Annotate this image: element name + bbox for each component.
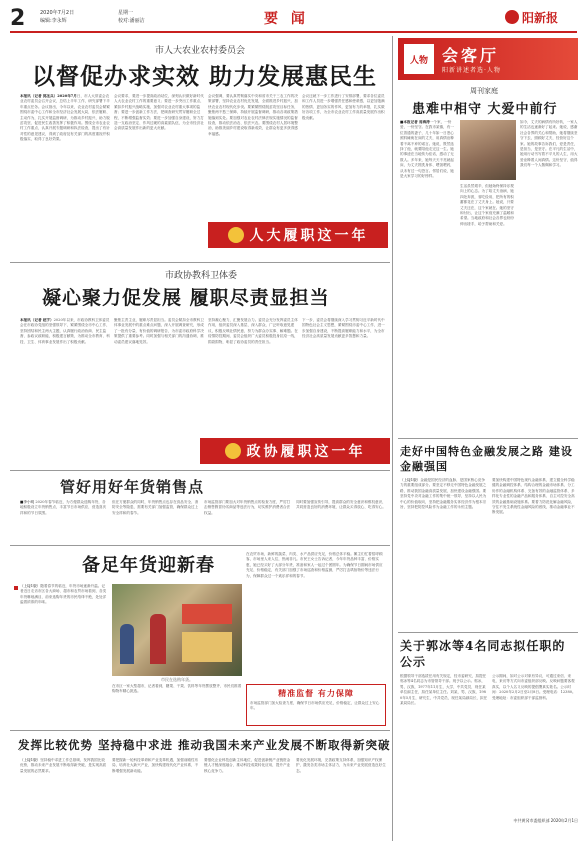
article2-body-col4: 下一步，委员会将继续深入学习贯彻习近平新时代中国特色社会主义思想，紧紧围绕市委中心工作，进一步加强自身建设，不断提高履职能力和水平，为全市经济社会高质量发展贡献更多智慧和力量。 [302, 318, 385, 339]
proofreader: 校对:潘丽洁 [118, 18, 145, 24]
section-title: 要 闻 [264, 11, 309, 27]
article4-body-col3: 在农贸市场，新鲜的蔬菜、肉类、水产品供应充足，价格总体平稳。摊主们忙着招呼顾客，市场里人来人往，热闹非凡。市民王女士告诉记者，今年年货品种丰富、价格实惠，她已经买好了大部分年货，准备和家人一起过个团圆年。为确保节日期间市场供应充足、价格稳定，有关部门加强了市场巡查和价格监测，严厉打击哄抬物价等违法行为，保障群众过一个欢乐祥和的春节。 [246, 552, 383, 578]
article5-body-col3: 要强化企业科技创新主体地位，促进创新链产业链资金链人才链深度融合，推动科技成果转化应用，提升产业核心竞争力。 [204, 758, 291, 773]
notice-body-col2: 公示期间，如对公示对象有异议，可通过来信、来电、来访等方式向市委组织部反映。反映问题要客观真实，以个人名义反映的提倡署真实姓名。公示时间：2020年2月2日至2月8日。受理电话：12380。受理地址：市委组织部干部监督科。 [492, 674, 576, 700]
article2-kicker: 市政协教科卫体委 [165, 271, 238, 281]
article3-body-col1: ■李小明 2020年春节临近，为方便群众选购年货，各地积极设立年货销售点，丰富节日市场供应，营造喜庆祥和的节日氛围。 [20, 500, 107, 515]
banner-npc-text: 人大履职这一年 [249, 228, 369, 244]
header-rule [10, 31, 577, 33]
family-body-col3: 如今，丈夫的病情有所好转，一家人的生活也逐渐好了起来。她说，感谢社会各界的关心和帮助，她将继续坚守下去，照顾好丈夫，经营好这个家。她的故事告诉我们，爱是责任，是担当，是坚守。在平凡的生活中，她用行动书写着不平凡的人生，用大爱诠释着人间真情。这份坚守，值得我们每一个人敬佩和学习。 [520, 120, 578, 168]
photo-caption: 市民在选购年货。 [161, 677, 193, 682]
article2-body-col1: 本报讯（记者 赵宇）2020年以来，市政协教科卫体委员会在市政协党组的坚强领导下，紧紧围绕全市中心工作，坚持团结和民主两大主题，认真履行政治协商、民主监督、参政议政职能，积极建言献策，为推动全市教育、科技、卫生、体育事业发展作出了积极贡献。 [20, 318, 110, 344]
logo-text: 阳新报 [522, 10, 559, 25]
divider [10, 545, 390, 546]
banner-cppcc [200, 438, 390, 464]
finance-headline: 走好中国特色金融发展之路 建设金融强国 [400, 445, 573, 473]
article-body-col2: 会议要求，要进一步提高政治站位，深刻认识做好新时代人大农业农村工作的重要意义；要进一步突出工作重点，紧扣乡村振兴战略实施，加强对农业农村重大事项的监督；要进一步创新工作方法，把调查研究贯穿履职全过程，不断增强监督实效；要进一步加强自身建设，努力打造一支政治坚定、作风过硬的高素质队伍，为全市经济社会高质量发展作出新的更大贡献。 [114, 94, 204, 131]
family-body-col1: ■本报记者 周海涛一个家，一份爱，一份坚守。在我市某镇，有一位普通的妻子，几十年如一日悉心照料瘫痪在床的丈夫，用真情诠释着不离不弃的诺言。她说，既然选择了他，就要陪他走完这一生。她的事迹在当地传为佳话，感动了无数人。多年来，她每天天不亮就起床，为丈夫擦洗身体、喂饭喂药，从未有过一句怨言。邻居们说，她是大家学习的好榜样。 [400, 120, 454, 179]
box-label-2: 有力保障 [317, 688, 354, 698]
page-number: 2 [10, 6, 25, 31]
column-title: 会客厅 [442, 46, 500, 65]
article3-body-col3: 市场监管部门要加大对年货销售点的检查力度，严厉打击销售假冒伪劣商品等违法行为，切实维护消费者合法权益。 [204, 500, 291, 515]
divider [10, 262, 390, 263]
notice-body-col1: 根据领导干部选拔任用有关规定，经市委研究，拟提任郭冰等4名同志为市管领导干部。现予以公示。郭冰，男，汉族，1977年11月生，大学，中共党员，现任某单位副主任，拟任某单位主任。刘某，男，汉族，1980年5月生，研究生，中共党员，现任某局副局长，拟任某局局长。 [400, 674, 488, 706]
info-box: 精准监督 有力保障 市场监管部门加大检查力度，确保节日市场供应充足，价格稳定，让群众过上安心年。 [246, 684, 386, 726]
article5-body-col2: 要把握新一轮科技革命和产业变革机遇，加强前瞻性布局，培育壮大新兴产业，加快构建现代化产业体系，不断增强发展新动能。 [112, 758, 199, 773]
goods-display [182, 604, 232, 624]
column-divider [392, 36, 393, 841]
emblem-icon [225, 443, 241, 459]
column-side-label: 人物 [404, 44, 434, 74]
person-figure [150, 614, 166, 664]
editor: 编辑:李永辉 [40, 18, 67, 24]
article-body-col1: 本报讯（记者 郭圣兵）2020年7月日，市人大常委会农业农村委员会召开会议，总结上半年工作，研究部署下半年重点任务。会议指出，今年以来，农业农村委员会紧紧围绕市委中心工作和全市经济社会发展大局，依法履职、主动作为，扎实开展监督调研，为推动乡村振兴、助力脱贫攻坚、促进民生改善发挥了积极作用。围绕全市农业农村工作重点，认真开展专题调研和执法检查，提出了有针对性的意见建议，得到了政府及有关部门的高度重视并积极落实，取得了良好效果。 [20, 94, 110, 142]
bullet-icon [14, 586, 18, 590]
finance-body-col1: （上接1版）金融是国民经济的血脉，是国家核心竞争力的重要组成部分。要坚定不移走中国特色金融发展之路，推动我国金融高质量发展，加快建设金融强国。要坚持党中央对金融工作的集中统一领导，坚持以人民为中心的价值取向，坚持把金融服务实体经济作为根本宗旨，坚持把防控风险作为金融工作的永恒主题。 [400, 478, 487, 510]
divider [398, 438, 578, 439]
divider [10, 470, 390, 471]
article4-body-col2: 在市区一家大型超市，记者看到，糖果、干果、饮料等年货摆放整齐，市民们推着购物车精心挑选。 [112, 684, 242, 694]
article3-body-col4: 同时要加强宣传引导，提高群众的安全意识和维权意识，共同营造良好的消费环境，让群众买得放心、吃得安心。 [296, 500, 386, 510]
finance-body-col2: 要加快构建中国特色现代金融体系，建立健全科学稳健的金融调控体系、结构合理的金融市场体系、分工协作的金融机构体系、完备有效的金融监管体系、多样化专业性的金融产品和服务体系、自主可控安全高效的金融基础设施体系。要着力防范化解金融风险，守住不发生系统性金融风险的底线，推动金融事业不断发展。 [492, 478, 575, 515]
article5-body-col4: 要优化发展环境，完善政策支持体系，加强知识产权保护，激发各类市场主体活力，为未来产业发展营造良好生态。 [296, 758, 386, 773]
banner-npc [208, 222, 388, 248]
weekday: 星期一 [118, 10, 134, 16]
family-kicker: 周刊家庭 [470, 87, 498, 95]
article5-headline: 发挥比较优势 坚持稳中求进 推动我国未来产业发展不断取得新突破 [18, 738, 391, 752]
banner-cppcc-text: 政协履职这一年 [246, 444, 366, 460]
divider [398, 632, 578, 633]
news-photo [112, 584, 242, 676]
article3-headline: 管好用好年货销售点 [60, 478, 205, 496]
article4-headline: 备足年货迎新春 [82, 555, 215, 576]
article-headline: 以督促办求实效 助力发展惠民生 [32, 63, 378, 90]
person-figure [120, 624, 134, 664]
column-subtitle: 阳新讲述者选·人物 [442, 67, 501, 74]
family-body-col2: 生活虽然艰辛，但她始终保持乐观向上的心态。为了给丈夫治病，她四处奔波，省吃俭用，把所有的积蓄都花在了丈夫身上。她说，只要丈夫还在，这个家就在。她的坚守和付出，让这个家庭充满了温暖和希望。当地政府和社会各界也纷纷伸出援手，给予帮助和关爱。 [460, 184, 514, 226]
article3-body-col2: 但在方便群众的同时，年货销售点也存在食品安全、消防安全等隐患，需要有关部门加强监管，确保群众过上安全祥和的春节。 [112, 500, 199, 515]
emblem-icon [228, 227, 244, 243]
article-body-col4: 会议还就下一步工作进行了安排部署，要求各位委员和工作人员进一步增强责任感和使命感，以更加饱满的热情、更加务实的作风、更加有力的举措，扎实做好各项工作，为全市农业农村工作高质量发展作出积极贡献。 [302, 94, 385, 120]
goods-display [182, 632, 232, 662]
article2-headline: 凝心聚力促发展 履职尽责显担当 [42, 287, 330, 309]
notice-footer: 中共黄冈市委组织部 2020年2月1日 [513, 818, 578, 823]
article-kicker: 市人大农业农村委员会 [155, 46, 246, 56]
logo-icon [505, 10, 519, 24]
article4-body-col1: （上接1版）随着春节的临近，年货市场逐渐升温。记者近日走访市区各大商场、超市和农贸市场看到，各类年货琳琅满目，前来选购年货的市民络绎不绝，处处洋溢着浓浓的年味。 [20, 584, 107, 605]
article5-body-col1: （上接1版）坚持稳中求进工作总基调，发挥我国比较优势，推动未来产业发展不断取得新突破，是实现高质量发展的必然要求。 [20, 758, 107, 773]
logo [505, 6, 577, 28]
article2-body-col2: 聚焦主责主业，履职尽责显担当。委员会紧扣全市教科卫体事业发展中的重点难点问题，深入开展调查研究，形成了一批有分量、有价值的调研报告，为市委市政府科学决策提供了重要参考。同时加强与相关部门的沟通协调，推动委员建议落地见效。 [114, 318, 204, 344]
family-photo [460, 120, 516, 180]
article2-body-col3: 坚持凝心聚力，汇聚发展合力。委员会充分发挥委员主体作用，组织委员深入基层、深入群众，广泛听取意见建议，积极反映社情民意，努力为群众办实事、解难题。在疫情防控期间，委员会组织广大委员积极投身抗疫一线，捐款捐物，彰显了政协委员的责任担当。 [208, 318, 298, 344]
divider [10, 730, 390, 731]
family-headline: 患难中相守 大爱中前行 [412, 102, 558, 117]
column-banner [398, 38, 578, 80]
notice-headline: 关于郭冰等4名同志拟任职的公示 [400, 639, 566, 669]
box-label-1: 精准监督 [278, 688, 315, 698]
article-body-col3: 会议强调，要认真贯彻落实中央和省市关于三农工作的决策部署，坚持农业农村优先发展，全面推进乡村振兴，加快农业农村现代化步伐。要紧紧围绕脱贫攻坚目标任务，聚焦两不愁三保障，持续开展监督调研，推动各项政策措施落到实处。要加强对农业农村法律法规实施情况的监督检查，推动依法治农、依法兴农。要围绕农村人居环境整治，助推美丽乡村建设取得新成效，让群众有更多获得感幸福感。 [208, 94, 298, 136]
issue-date: 2020年7月2日 [40, 10, 75, 16]
